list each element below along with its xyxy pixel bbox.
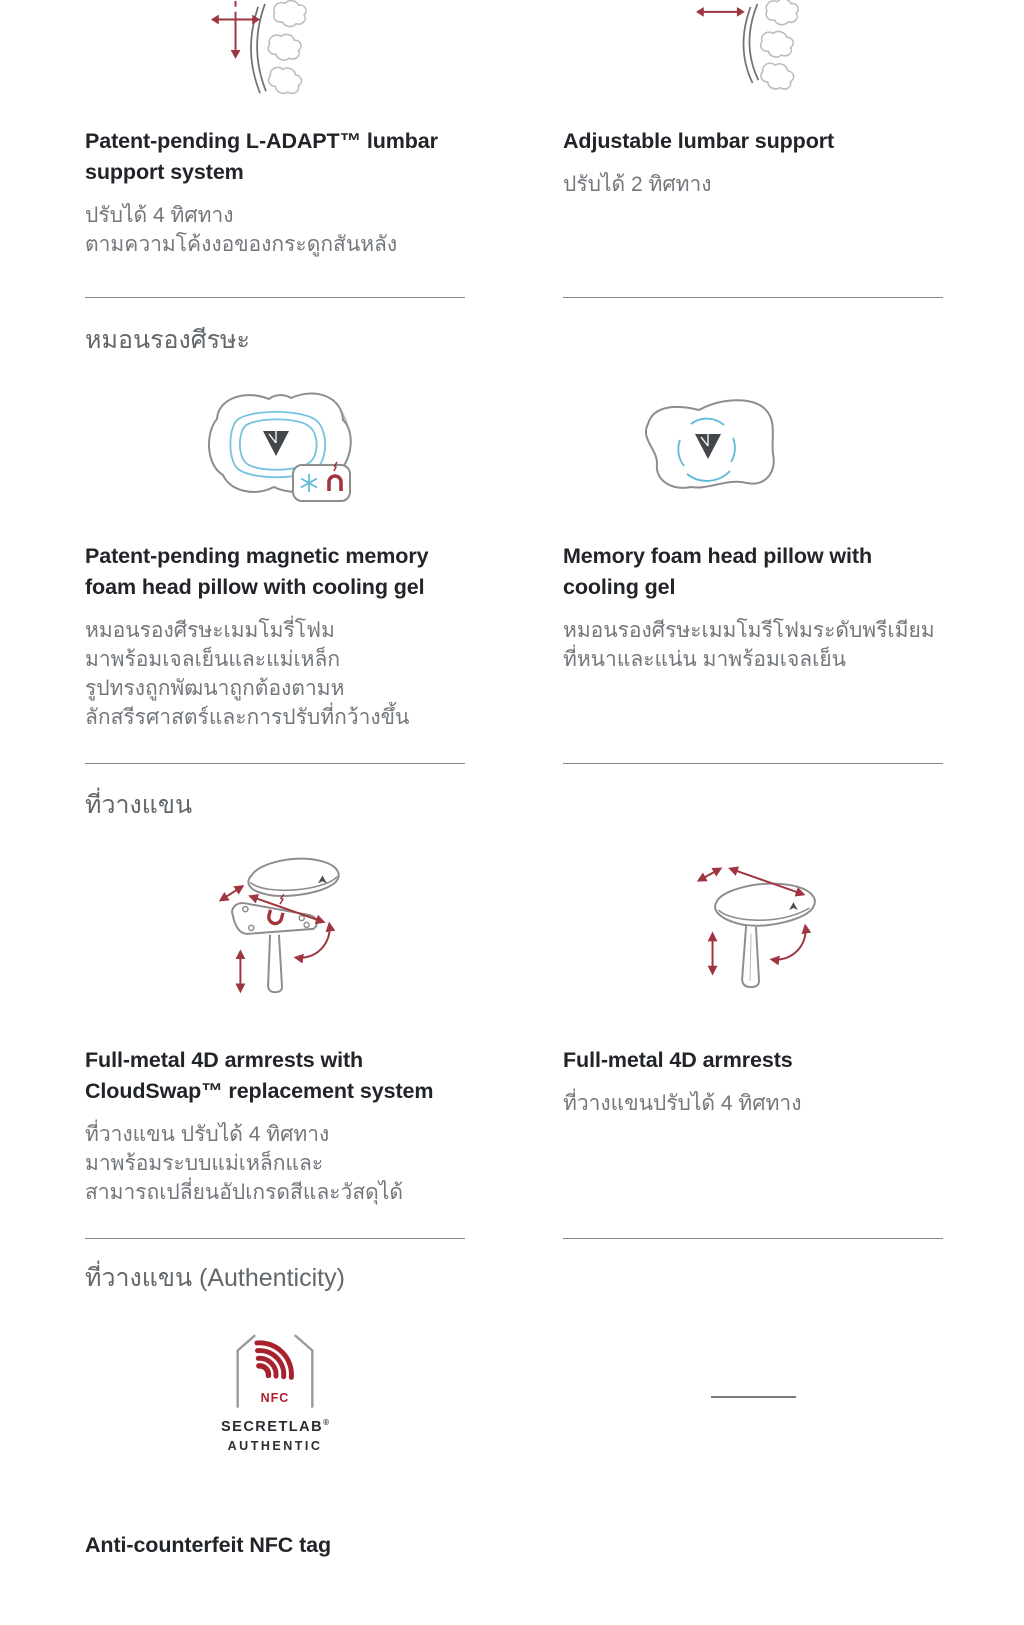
- desc-line: ตามความโค้งงอของกระดูกสันหลัง: [85, 233, 398, 256]
- magnetic-cooling-pillow-icon: [190, 375, 360, 520]
- desc-line: ปรับได้ 2 ทิศทาง: [563, 173, 712, 196]
- lumbar-right-illustration: [563, 0, 943, 102]
- desc-line: ลักสรีรศาสตร์และการปรับที่กว้างขึ้น: [85, 706, 410, 729]
- feature-cell-nfc-left: [85, 1303, 465, 1625]
- pillow-left-illustration: [85, 371, 465, 523]
- brand-text: SECRETLAB: [220, 1418, 324, 1435]
- section-heading-head-pillow: หมอนรองศีรษะ: [85, 326, 250, 354]
- armrest-4d-icon: [669, 843, 837, 993]
- feature-title: Anti-counterfeit NFC tag: [85, 1532, 332, 1557]
- armrest-exploded-magnetic-icon: [191, 838, 359, 998]
- feature-cell-pillow-right: [563, 371, 943, 764]
- spine-2-direction-icon: [696, 0, 811, 90]
- feature-cell-lumbar-right: [563, 0, 943, 298]
- armrest-right-illustration: [563, 831, 943, 1005]
- no-feature-dash: [711, 1396, 796, 1398]
- feature-cell-pillow-left: [85, 371, 465, 764]
- desc-line: มาพร้อมเจลเย็นและแม่เหล็ก: [85, 648, 341, 671]
- desc-line: สามารถเปลี่ยนอัปเกรดสีและวัสดุได้: [85, 1181, 403, 1204]
- memory-foam-pillow-icon: [627, 382, 787, 512]
- section-heading-armrest: ที่วางแขน: [85, 791, 193, 819]
- desc-line: มาพร้อมระบบแม่เหล็กและ: [85, 1152, 324, 1175]
- feature-desc: [85, 616, 465, 732]
- registered-mark: ®: [323, 1418, 330, 1427]
- feature-title: Adjustable lumbar support: [563, 129, 835, 153]
- desc-line: หมอนรองศีรษะเมมโมรี่โฟม: [85, 619, 335, 642]
- feature-cell-nfc-right: [563, 1303, 943, 1625]
- authentic-wordmark: AUTHENTIC: [227, 1438, 323, 1453]
- desc-line: หมอนรองศีรษะเมมโมรีโฟมระดับพรีเมียม: [563, 619, 935, 642]
- feature-desc: [563, 170, 943, 199]
- feature-cell-lumbar-left: [85, 0, 465, 298]
- spine-4-direction-icon: [209, 0, 321, 98]
- feature-title: Full-metal 4D armrests: [563, 1048, 793, 1072]
- feature-title: Patent-pending magnetic memory foam head pillow with cooling gel: [85, 544, 429, 599]
- armrest-left-illustration: [85, 831, 465, 1005]
- desc-line: รูปทรงถูกพัฒนาถูกต้องตามห: [85, 677, 345, 700]
- desc-line: ที่วางแขนปรับได้ 4 ทิศทาง: [563, 1092, 802, 1115]
- feature-desc: [85, 201, 465, 259]
- feature-title: Memory foam head pillow with cooling gel: [563, 544, 872, 599]
- desc-line: ที่หนาและแน่น มาพร้อมเจลเย็น: [563, 648, 846, 671]
- desc-line: ที่วางแขน ปรับได้ 4 ทิศทาง: [85, 1123, 330, 1146]
- nfc-label: NFC: [260, 1391, 290, 1405]
- section-heading-authenticity: ที่วางแขน (Authenticity): [85, 1264, 345, 1292]
- feature-title: Full-metal 4D armrests with CloudSwap™ replacement system: [85, 1048, 434, 1103]
- pillow-right-illustration: [563, 371, 943, 523]
- lumbar-left-illustration: [85, 0, 465, 102]
- secretlab-wordmark: [205, 1414, 345, 1436]
- feature-desc: [85, 1120, 465, 1207]
- nfc-authentic-logo: [205, 1311, 345, 1454]
- feature-title: Patent-pending L-ADAPT™ lumbar support system: [85, 129, 438, 184]
- feature-desc: [563, 1089, 943, 1118]
- desc-line: ปรับได้ 4 ทิศทาง: [85, 204, 234, 227]
- feature-cell-armrest-right: [563, 831, 943, 1239]
- feature-cell-armrest-left: [85, 831, 465, 1239]
- feature-desc: [563, 616, 943, 674]
